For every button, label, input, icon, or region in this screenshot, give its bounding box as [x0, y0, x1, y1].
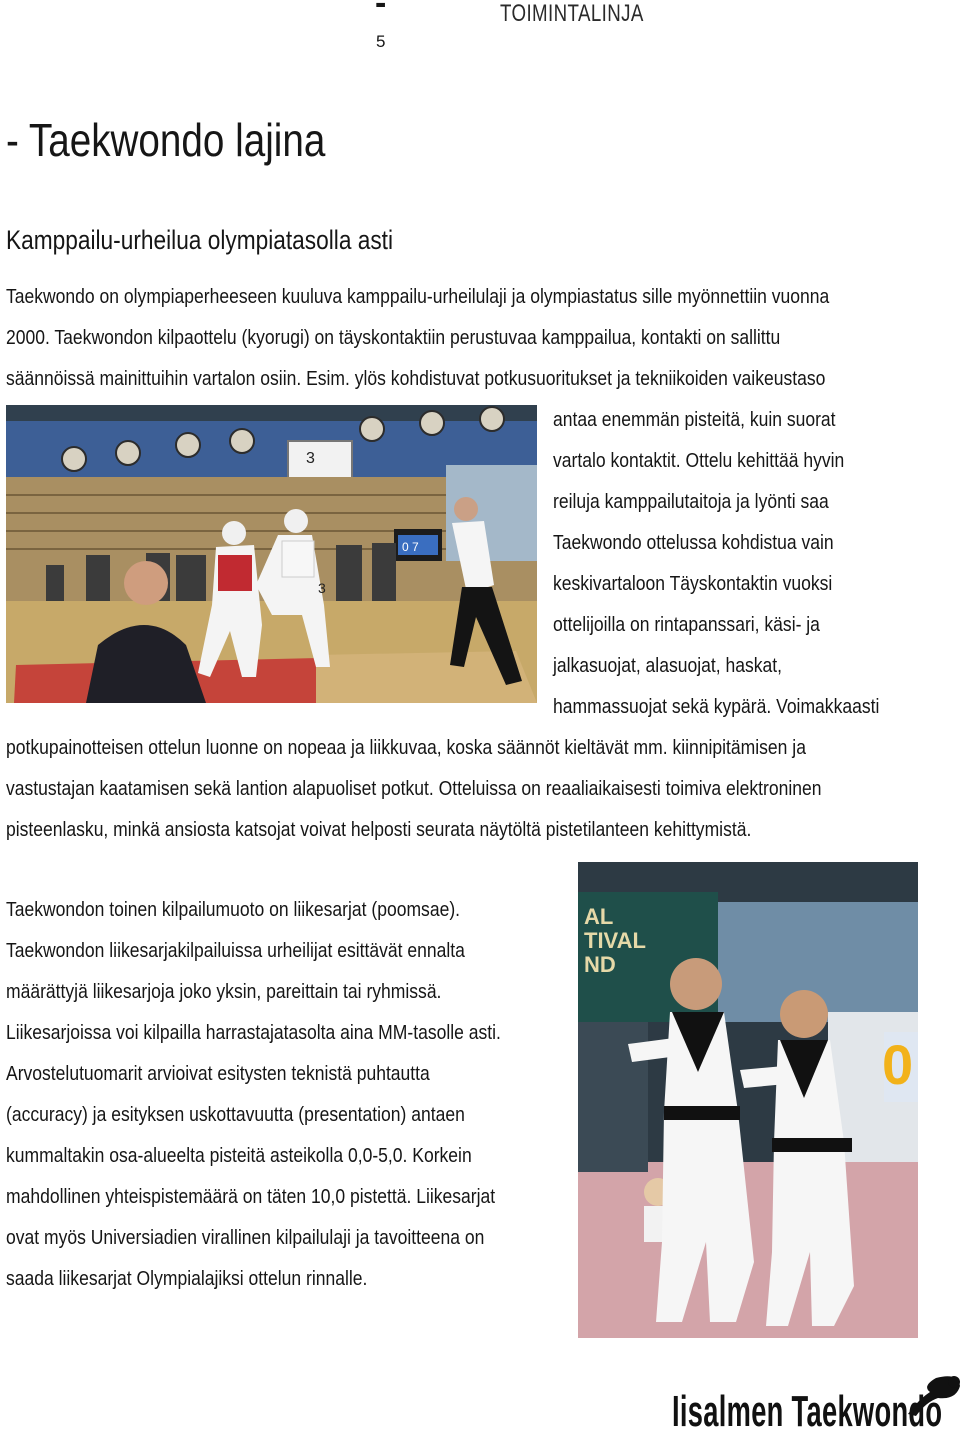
- paragraph-1-line: jalkasuojat, alasuojat, haskat,: [553, 654, 782, 677]
- section-subheading: Kamppailu-urheilua olympiatasolla asti: [6, 225, 394, 255]
- paragraph-2-line: mahdollinen yhteispistemäärä on täten 10,0 pistettä. Liikesarjat: [6, 1185, 496, 1208]
- paragraph-1-line: vartalo kontaktit. Ottelu kehittää hyvin: [553, 449, 845, 472]
- paragraph-2-line: (accuracy) ja esityksen uskottavuutta (presentation) antaen: [6, 1103, 465, 1126]
- paragraph-1-line: keskivartaloon Täyskontaktin vuoksi: [553, 572, 833, 595]
- screen-digit: 0: [882, 1033, 914, 1096]
- paragraph-2-line: kummaltakin osa-alueelta pisteitä asteikolla 0,0-5,0. Korkein: [6, 1144, 472, 1167]
- paragraph-2-line: Liikesarjoissa voi kilpailla harrastajatasolta aina MM-tasolle asti.: [6, 1021, 501, 1044]
- sparring-match-photo: [6, 405, 537, 703]
- paragraph-1-line: antaa enemmän pisteitä, kuin suorat: [553, 408, 836, 431]
- paragraph-2-line: Arvostelutuomarit arvioivat esitysten teknistä puhtautta: [6, 1062, 430, 1085]
- page-title: - Taekwondo lajina: [6, 114, 326, 166]
- paragraph-1-line: ottelijoilla on rintapanssari, käsi- ja: [553, 613, 820, 636]
- header-title: TOIMINTALINJA: [500, 0, 644, 27]
- paragraph-1-line: hammassuojat sekä kypärä. Voimakkaasti: [553, 695, 880, 718]
- paragraph-2-line: määrättyjä liikesarjoja joko yksin, pareittain tai ryhmissä.: [6, 980, 442, 1003]
- paragraph-2-line: Taekwondon liikesarjakilpailuissa urheilijat esittävät ennalta: [6, 939, 465, 962]
- scoreboard-score: 0 7: [402, 540, 419, 554]
- paragraph-1-line: pisteenlasku, minkä ansiosta katsojat voivat helposti seurata näytöltä pistetilanteen kehittymistä.: [6, 818, 752, 841]
- backboard-number: 3: [306, 450, 315, 467]
- paragraph-1-line: 2000. Taekwondon kilpaottelu (kyorugi) on täyskontaktiin perustuvaa kamppailua, kontakti on sallittu: [6, 326, 781, 349]
- fighter-number: 3: [318, 580, 326, 596]
- paragraph-1-line: Taekwondo ottelussa kohdistua vain: [553, 531, 834, 554]
- header-dash: -: [375, 0, 387, 22]
- paragraph-1-line: reiluja kamppailutaitoja ja lyönti saa: [553, 490, 829, 513]
- poomsae-photo: [578, 862, 918, 1338]
- banner-text-3: ND: [584, 952, 616, 977]
- club-logo-text: Iisalmen Taekwondo: [672, 1387, 943, 1436]
- paragraph-1-line: Taekwondo on olympiaperheeseen kuuluva kamppailu-urheilulaji ja olympiastatus sille myönnettiin vuonna: [6, 285, 830, 308]
- paragraph-1-line: vastustajan kaatamisen sekä lantion alapuoliset potkut. Otteluissa on reaaliaikaisesti toimiva elektroninen: [6, 777, 822, 800]
- paragraph-1-line: potkupainotteisen ottelun luonne on nopeaa ja liikkuvaa, koska säännöt kieltävät mm. kiinnipitämisen ja: [6, 736, 806, 759]
- paragraph-2-line: Taekwondon toinen kilpailumuoto on liikesarjat (poomsae).: [6, 898, 461, 921]
- page-number: 5: [376, 32, 386, 51]
- paragraph-1-line: säännöissä mainittuihin vartalon osiin. Esim. ylös kohdistuvat potkusuoritukset ja tekniikoiden vaikeustaso: [6, 367, 826, 390]
- paragraph-2-line: saada liikesarjat Olympialajiksi ottelun rinnalle.: [6, 1267, 368, 1290]
- paragraph-2-line: ovat myös Universiadien virallinen kilpailulaji ja tavoitteena on: [6, 1226, 485, 1249]
- banner-text-2: TIVAL: [584, 928, 646, 953]
- banner-text-1: AL: [584, 904, 614, 929]
